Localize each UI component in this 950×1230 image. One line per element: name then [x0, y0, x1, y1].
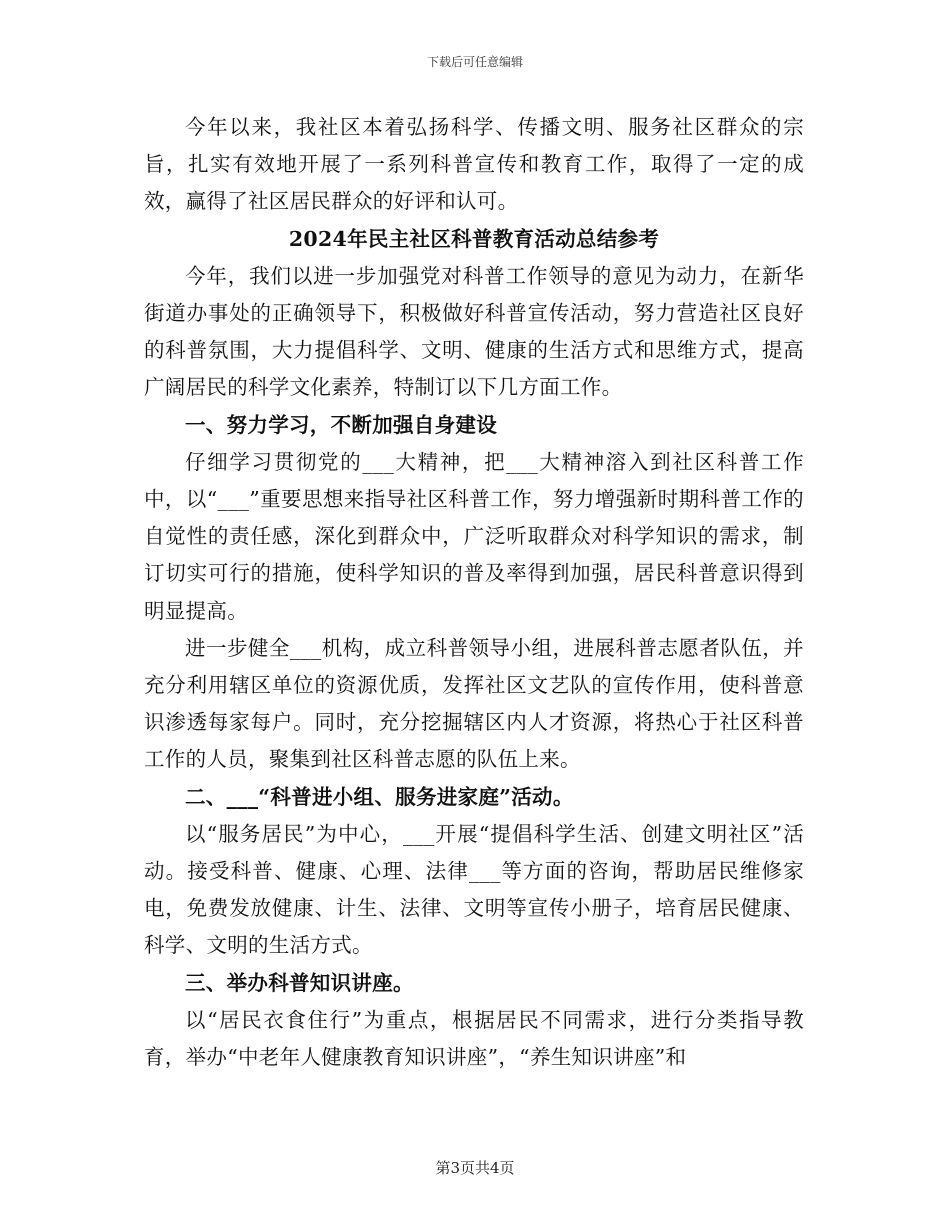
section-1-paragraph-2: 进一步健全___机构，成立科普领导小组，进展科普志愿者队伍，并充分利用辖区单位的资源优质，发挥社区文艺队的宣传作用，使科普意识渗透每家每户。同时，充分挖掘辖区内人才资源，将热心于社区科普工作的人员，聚集到社区科普志愿的队伍上来。: [144, 635, 804, 772]
document-title: 2024年民主社区科普教育活动总结参考: [288, 226, 660, 251]
intro-paragraph: 今年以来，我社区本着弘扬科学、传播文明、服务社区群众的宗旨，扎实有效地开展了一系列科普宣传和教育工作，取得了一定的成效，赢得了社区居民群众的好评和认可。: [144, 115, 804, 214]
section-1-paragraph-1: 仔细学习贯彻党的___大精神，把___大精神溶入到社区科普工作中，以“___”重要思想来指导社区科普工作，努力增强新时期科普工作的自觉性的责任感，深化到群众中，广泛听取群众对科学知识的需求，制订切实可行的措施，使科学知识的普及率得到加强，居民科普意识得到明显提高。: [144, 449, 804, 623]
page-header-note: 下载后可任意编辑: [426, 55, 523, 69]
section-heading-2: 二、___“科普进小组、服务进家庭”活动。: [185, 784, 574, 809]
section-heading-1: 一、努力学习，不断加强自身建设: [185, 412, 497, 437]
overview-paragraph: 今年，我们以进一步加强党对科普工作领导的意见为动力，在新华街道办事处的正确领导下，积极做好科普宣传活动，努力营造社区良好的科普氛围，大力提倡科学、文明、健康的生活方式和思维方式，提高广阔居民的科学文化素养，特制订以下几方面工作。: [144, 263, 804, 400]
section-heading-3: 三、举办科普知识讲座。: [185, 970, 414, 995]
section-3-paragraph: 以“居民衣食住行”为重点，根据居民不同需求，进行分类指导教育，举办“中老年人健康教育知识讲座”，“养生知识讲座”和: [144, 1007, 804, 1070]
page-number-footer: 第3页共4页: [435, 1159, 515, 1177]
document-body: [144, 109, 804, 1076]
section-2-paragraph: 以“服务居民”为中心，___开展“提倡科学生活、创建文明社区”活动。接受科普、健康、心理、法律___等方面的咨询，帮助居民维修家电，免费发放健康、计生、法律、文明等宣传小册子，培育居民健康、科学、文明的生活方式。: [144, 821, 804, 958]
